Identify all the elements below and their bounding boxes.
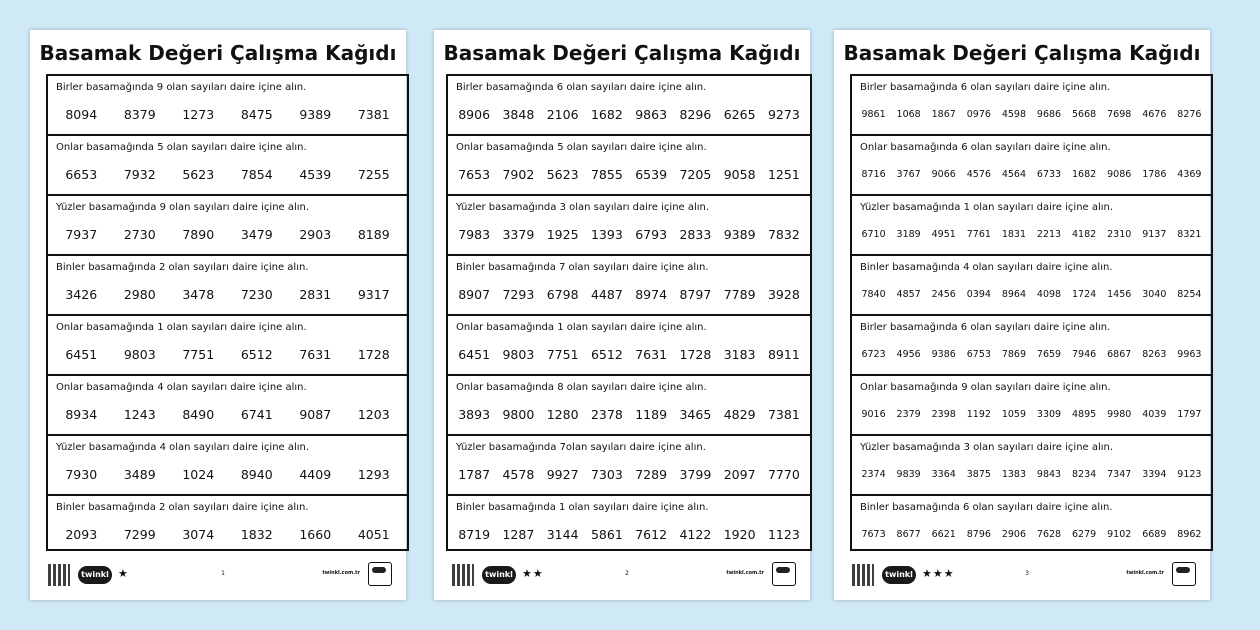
number-option[interactable]: 6451	[65, 347, 98, 362]
exercise-instruction: Binler basamağında 1 olan sayıları daire içine alın.	[456, 502, 709, 513]
number-option[interactable]: 1724	[1072, 289, 1097, 300]
number-option[interactable]: 8234	[1072, 469, 1097, 480]
number-option[interactable]: 8907	[458, 287, 491, 302]
number-option[interactable]: 7854	[240, 167, 273, 182]
number-option[interactable]: 1280	[546, 407, 579, 422]
number-option[interactable]: 1867	[931, 109, 956, 120]
number-option[interactable]: 8276	[1177, 109, 1202, 120]
number-option[interactable]: 9086	[1107, 169, 1132, 180]
number-option[interactable]: 7855	[590, 167, 623, 182]
number-option[interactable]: 2906	[1001, 529, 1027, 540]
number-list	[452, 467, 806, 482]
number-option[interactable]: 4369	[1177, 169, 1202, 180]
number-option[interactable]: 9016	[861, 409, 886, 420]
number-option[interactable]: 1123	[767, 527, 800, 542]
exercise-row	[448, 196, 810, 256]
number-option[interactable]: 1273	[182, 107, 215, 122]
number-option[interactable]: 3394	[1142, 469, 1167, 480]
number-option[interactable]: 8321	[1177, 229, 1202, 240]
number-option[interactable]: 0394	[966, 289, 991, 300]
number-option[interactable]: 7673	[861, 529, 886, 540]
number-option[interactable]: 3426	[65, 287, 98, 302]
number-option[interactable]: 8796	[966, 529, 991, 540]
number-option[interactable]: 9087	[299, 407, 332, 422]
worksheet-page-3	[834, 30, 1210, 600]
exercise-instruction: Onlar basamağında 4 olan sayıları daire içine alın.	[56, 382, 307, 393]
number-option[interactable]: 6512	[240, 347, 273, 362]
number-list	[452, 227, 806, 242]
number-option[interactable]: 7381	[767, 407, 800, 422]
number-option[interactable]: 4578	[502, 467, 535, 482]
number-option[interactable]: 9389	[723, 227, 756, 242]
number-list	[52, 407, 403, 422]
number-option[interactable]: 0976	[966, 109, 991, 120]
number-option[interactable]: 1920	[723, 527, 756, 542]
number-option[interactable]: 2378	[590, 407, 623, 422]
number-option[interactable]: 7789	[723, 287, 756, 302]
number-option[interactable]: 9863	[635, 107, 668, 122]
exercise-row	[448, 376, 810, 436]
exercise-instruction: Birler basamağında 6 olan sayıları daire içine alın.	[860, 322, 1111, 333]
twinkl-logo: twinkl	[882, 566, 916, 584]
exercise-box	[850, 74, 1213, 551]
page-number: 3	[1025, 570, 1029, 577]
badge-icon	[368, 562, 392, 586]
exercise-instruction: Onlar basamağında 5 olan sayıları daire içine alın.	[56, 142, 307, 153]
exercise-row	[852, 376, 1211, 436]
exercise-row	[448, 436, 810, 496]
number-option[interactable]: 9389	[299, 107, 332, 122]
number-option[interactable]: 8254	[1177, 289, 1202, 300]
page-footer	[48, 562, 398, 586]
number-option[interactable]: 7631	[299, 347, 332, 362]
exercise-row	[48, 256, 407, 316]
website-text: twinkl.com.tr	[322, 570, 360, 576]
number-option[interactable]: 1787	[458, 467, 491, 482]
number-option[interactable]: 9803	[123, 347, 156, 362]
exercise-box	[446, 74, 812, 551]
website-text: twinkl.com.tr	[726, 570, 764, 576]
number-option[interactable]: 7946	[1072, 349, 1097, 360]
number-option[interactable]: 3040	[1142, 289, 1167, 300]
number-option[interactable]: 1660	[299, 527, 332, 542]
number-option[interactable]: 2106	[546, 107, 579, 122]
exercise-row	[48, 376, 407, 436]
number-option[interactable]: 6723	[861, 349, 886, 360]
number-option[interactable]: 7612	[635, 527, 668, 542]
number-list	[856, 289, 1207, 300]
number-option[interactable]: 4182	[1072, 229, 1097, 240]
number-option[interactable]: 3379	[502, 227, 535, 242]
number-list	[52, 107, 403, 122]
number-list	[52, 287, 403, 302]
number-option[interactable]: 7347	[1107, 469, 1132, 480]
number-option[interactable]: 8934	[65, 407, 98, 422]
number-option[interactable]: 7761	[966, 229, 991, 240]
number-option[interactable]: 9317	[357, 287, 390, 302]
number-option[interactable]: 7205	[679, 167, 712, 182]
number-option[interactable]: 1192	[966, 409, 991, 420]
number-option[interactable]: 5623	[182, 167, 215, 182]
number-option[interactable]: 8719	[458, 527, 491, 542]
number-option[interactable]: 1786	[1142, 169, 1167, 180]
number-option[interactable]: 4409	[299, 467, 332, 482]
number-option[interactable]: 2730	[123, 227, 156, 242]
exercise-box	[46, 74, 409, 551]
number-option[interactable]: 8962	[1177, 529, 1202, 540]
number-option[interactable]: 8296	[679, 107, 712, 122]
number-list	[452, 407, 806, 422]
number-option[interactable]: 1925	[546, 227, 579, 242]
number-option[interactable]: 3189	[896, 229, 921, 240]
number-list	[856, 409, 1207, 420]
exercise-instruction: Onlar basamağında 8 olan sayıları daire içine alın.	[456, 382, 707, 393]
number-option[interactable]: 4676	[1142, 109, 1167, 120]
exercise-row	[852, 436, 1211, 496]
number-list	[856, 169, 1207, 180]
number-option[interactable]: 8189	[357, 227, 390, 242]
number-option[interactable]: 6741	[240, 407, 273, 422]
number-option[interactable]: 7770	[767, 467, 800, 482]
number-list	[856, 229, 1207, 240]
number-option[interactable]: 2310	[1107, 229, 1132, 240]
number-option[interactable]: 7653	[458, 167, 491, 182]
exercise-instruction: Binler basamağında 7 olan sayıları daire içine alın.	[456, 262, 709, 273]
number-option[interactable]: 3489	[123, 467, 156, 482]
exercise-row	[852, 496, 1211, 553]
exercise-instruction: Yüzler basamağında 7olan sayıları daire içine alın.	[456, 442, 706, 453]
number-option[interactable]: 7751	[546, 347, 579, 362]
number-option[interactable]: 1456	[1107, 289, 1132, 300]
number-option[interactable]: 6279	[1072, 529, 1097, 540]
number-option[interactable]: 2398	[931, 409, 956, 420]
number-option[interactable]: 9066	[931, 169, 956, 180]
number-option[interactable]: 1383	[1001, 469, 1027, 480]
number-option[interactable]: 6753	[966, 349, 991, 360]
number-option[interactable]: 7381	[357, 107, 390, 122]
number-option[interactable]: 6621	[931, 529, 956, 540]
number-option[interactable]: 7930	[65, 467, 98, 482]
number-option[interactable]: 3364	[931, 469, 956, 480]
number-option[interactable]: 5861	[590, 527, 623, 542]
number-option[interactable]: 7631	[635, 347, 668, 362]
number-option[interactable]: 2980	[123, 287, 156, 302]
number-option[interactable]: 4039	[1142, 409, 1167, 420]
exercise-row	[48, 316, 407, 376]
number-option[interactable]: 3479	[240, 227, 273, 242]
number-option[interactable]: 9803	[502, 347, 535, 362]
exercise-instruction: Birler basamağında 6 olan sayıları daire içine alın.	[456, 82, 707, 93]
number-list	[856, 109, 1207, 120]
worksheet-title: Basamak Değeri Çalışma Kağıdı	[443, 41, 801, 65]
number-option[interactable]: 2831	[299, 287, 332, 302]
number-option[interactable]: 7303	[590, 467, 623, 482]
number-option[interactable]: 3875	[966, 469, 991, 480]
number-option[interactable]: 3144	[546, 527, 579, 542]
number-option[interactable]: 6265	[723, 107, 756, 122]
number-option[interactable]: 2833	[679, 227, 712, 242]
exercise-row	[852, 256, 1211, 316]
exercise-instruction: Birler basamağında 9 olan sayıları daire içine alın.	[56, 82, 307, 93]
number-option[interactable]: 6512	[590, 347, 623, 362]
number-option[interactable]: 1287	[502, 527, 535, 542]
number-option[interactable]: 5623	[546, 167, 579, 182]
exercise-instruction: Onlar basamağında 5 olan sayıları daire içine alın.	[456, 142, 707, 153]
number-option[interactable]: 6451	[458, 347, 491, 362]
number-option[interactable]: 6867	[1107, 349, 1132, 360]
worksheet-page-1	[30, 30, 406, 600]
exercise-instruction: Yüzler basamağında 1 olan sayıları daire içine alın.	[860, 202, 1114, 213]
number-option[interactable]: 6710	[861, 229, 886, 240]
number-option[interactable]: 8677	[896, 529, 921, 540]
twinkl-logo: twinkl	[482, 566, 516, 584]
worksheet-page-2	[434, 30, 810, 600]
number-list	[856, 469, 1207, 480]
number-option[interactable]: 2097	[723, 467, 756, 482]
number-option[interactable]: 9927	[546, 467, 579, 482]
number-option[interactable]: 7659	[1036, 349, 1062, 360]
exercise-instruction: Binler basamağında 6 olan sayıları daire içine alın.	[860, 502, 1113, 513]
number-option[interactable]: 3478	[182, 287, 215, 302]
number-option[interactable]: 8911	[767, 347, 800, 362]
number-option[interactable]: 1024	[182, 467, 215, 482]
number-option[interactable]: 1251	[767, 167, 800, 182]
number-option[interactable]: 6793	[635, 227, 668, 242]
exercise-row	[48, 496, 407, 553]
number-list	[856, 349, 1207, 360]
number-option[interactable]: 2903	[299, 227, 332, 242]
number-option[interactable]: 4895	[1072, 409, 1097, 420]
number-option[interactable]: 3848	[502, 107, 535, 122]
number-option[interactable]: 4098	[1036, 289, 1062, 300]
website-text: twinkl.com.tr	[1126, 570, 1164, 576]
number-option[interactable]: 1831	[1001, 229, 1027, 240]
page-number: 2	[625, 570, 629, 577]
number-option[interactable]: 2093	[65, 527, 98, 542]
number-list	[856, 529, 1207, 540]
number-option[interactable]: 7832	[767, 227, 800, 242]
number-list	[52, 227, 403, 242]
number-option[interactable]: 3928	[767, 287, 800, 302]
number-option[interactable]: 6539	[635, 167, 668, 182]
exercise-row	[852, 136, 1211, 196]
number-option[interactable]: 4598	[1001, 109, 1027, 120]
number-option[interactable]: 6798	[546, 287, 579, 302]
exercise-row	[48, 136, 407, 196]
number-option[interactable]: 1189	[635, 407, 668, 422]
exercise-row	[448, 136, 810, 196]
number-option[interactable]: 4564	[1001, 169, 1027, 180]
number-option[interactable]: 7293	[502, 287, 535, 302]
number-option[interactable]: 3799	[679, 467, 712, 482]
number-list	[452, 527, 806, 542]
number-option[interactable]: 7932	[123, 167, 156, 182]
number-option[interactable]: 2456	[931, 289, 956, 300]
page-footer	[852, 562, 1202, 586]
number-option[interactable]: 9273	[767, 107, 800, 122]
exercise-instruction: Onlar basamağında 1 olan sayıları daire içine alın.	[456, 322, 707, 333]
number-option[interactable]: 1293	[357, 467, 390, 482]
number-option[interactable]: 3767	[896, 169, 921, 180]
number-option[interactable]: 9102	[1107, 529, 1132, 540]
worksheet-title: Basamak Değeri Çalışma Kağıdı	[843, 41, 1201, 65]
number-option[interactable]: 9137	[1142, 229, 1167, 240]
number-option[interactable]: 7902	[502, 167, 535, 182]
number-option[interactable]: 1393	[590, 227, 623, 242]
exercise-row	[48, 436, 407, 496]
number-option[interactable]: 9058	[723, 167, 756, 182]
number-option[interactable]: 9963	[1177, 349, 1202, 360]
exercise-row	[48, 196, 407, 256]
worksheet-title: Basamak Değeri Çalışma Kağıdı	[39, 41, 397, 65]
exercise-row	[48, 76, 407, 136]
number-option[interactable]: 1728	[679, 347, 712, 362]
number-option[interactable]: 2374	[861, 469, 886, 480]
exercise-row	[448, 496, 810, 553]
number-option[interactable]: 7751	[182, 347, 215, 362]
number-option[interactable]: 7299	[123, 527, 156, 542]
exercise-instruction: Binler basamağında 2 olan sayıları daire içine alın.	[56, 262, 309, 273]
exercise-instruction: Binler basamağında 4 olan sayıları daire içine alın.	[860, 262, 1113, 273]
exercise-instruction: Yüzler basamağında 4 olan sayıları daire içine alın.	[56, 442, 310, 453]
exercise-row	[448, 316, 810, 376]
exercise-instruction: Birler basamağında 6 olan sayıları daire içine alın.	[860, 82, 1111, 93]
number-option[interactable]: 7628	[1036, 529, 1062, 540]
number-option[interactable]: 4829	[723, 407, 756, 422]
number-option[interactable]: 9980	[1107, 409, 1132, 420]
exercise-row	[448, 256, 810, 316]
exercise-instruction: Onlar basamağında 6 olan sayıları daire içine alın.	[860, 142, 1111, 153]
number-option[interactable]: 1682	[590, 107, 623, 122]
number-option[interactable]: 1682	[1072, 169, 1097, 180]
number-option[interactable]: 8263	[1142, 349, 1167, 360]
number-option[interactable]: 1832	[240, 527, 273, 542]
number-option[interactable]: 7937	[65, 227, 98, 242]
number-list	[452, 287, 806, 302]
number-option[interactable]: 8797	[679, 287, 712, 302]
number-option[interactable]: 3074	[182, 527, 215, 542]
badge-icon	[772, 562, 796, 586]
number-option[interactable]: 1243	[123, 407, 156, 422]
number-option[interactable]: 8716	[861, 169, 886, 180]
number-option[interactable]: 5668	[1072, 109, 1097, 120]
number-option[interactable]: 3309	[1036, 409, 1062, 420]
number-option[interactable]: 8094	[65, 107, 98, 122]
number-option[interactable]: 3465	[679, 407, 712, 422]
number-option[interactable]: 2213	[1036, 229, 1062, 240]
exercise-row	[852, 316, 1211, 376]
number-option[interactable]: 8490	[182, 407, 215, 422]
number-option[interactable]: 7230	[240, 287, 273, 302]
number-option[interactable]: 3893	[458, 407, 491, 422]
number-option[interactable]: 4051	[357, 527, 390, 542]
number-list	[52, 167, 403, 182]
number-option[interactable]: 1068	[896, 109, 921, 120]
number-list	[452, 107, 806, 122]
exercise-instruction: Onlar basamağında 9 olan sayıları daire içine alın.	[860, 382, 1111, 393]
number-option[interactable]: 6653	[65, 167, 98, 182]
exercise-instruction: Yüzler basamağında 3 olan sayıları daire içine alın.	[456, 202, 710, 213]
number-option[interactable]: 4487	[590, 287, 623, 302]
number-option[interactable]: 9686	[1036, 109, 1062, 120]
exercise-instruction: Binler basamağında 2 olan sayıları daire içine alın.	[56, 502, 309, 513]
number-list	[452, 167, 806, 182]
number-option[interactable]: 9123	[1177, 469, 1202, 480]
number-list	[52, 347, 403, 362]
number-option[interactable]: 1728	[357, 347, 390, 362]
number-option[interactable]: 8940	[240, 467, 273, 482]
number-option[interactable]: 7840	[861, 289, 886, 300]
page-number: 1	[221, 570, 225, 577]
exercise-row	[852, 76, 1211, 136]
number-option[interactable]: 8974	[635, 287, 668, 302]
number-option[interactable]: 8475	[240, 107, 273, 122]
badge-icon	[1172, 562, 1196, 586]
difficulty-stars: ★★	[522, 567, 544, 580]
number-list	[52, 527, 403, 542]
number-option[interactable]: 4576	[966, 169, 991, 180]
exercise-row	[852, 196, 1211, 256]
number-option[interactable]: 7869	[1001, 349, 1027, 360]
exercise-instruction: Onlar basamağında 1 olan sayıları daire içine alın.	[56, 322, 307, 333]
number-option[interactable]: 6689	[1142, 529, 1167, 540]
exercise-instruction: Yüzler basamağında 3 olan sayıları daire içine alın.	[860, 442, 1114, 453]
number-option[interactable]: 6733	[1036, 169, 1062, 180]
number-option[interactable]: 4539	[299, 167, 332, 182]
number-list	[52, 467, 403, 482]
number-option[interactable]: 8906	[458, 107, 491, 122]
number-option[interactable]: 1059	[1001, 409, 1027, 420]
number-option[interactable]: 2379	[896, 409, 921, 420]
number-option[interactable]: 4956	[896, 349, 921, 360]
number-option[interactable]: 9839	[896, 469, 921, 480]
number-option[interactable]: 4122	[679, 527, 712, 542]
number-option[interactable]: 8964	[1001, 289, 1027, 300]
exercise-row	[448, 76, 810, 136]
number-option[interactable]: 7255	[357, 167, 390, 182]
number-option[interactable]: 1797	[1177, 409, 1202, 420]
number-option[interactable]: 8379	[123, 107, 156, 122]
difficulty-stars: ★	[118, 567, 129, 580]
page-footer	[452, 562, 802, 586]
number-option[interactable]: 4857	[896, 289, 921, 300]
number-option[interactable]: 9800	[502, 407, 535, 422]
number-option[interactable]: 9843	[1036, 469, 1062, 480]
twinkl-logo: twinkl	[78, 566, 112, 584]
number-option[interactable]: 3183	[723, 347, 756, 362]
number-option[interactable]: 7698	[1107, 109, 1132, 120]
number-option[interactable]: 7289	[635, 467, 668, 482]
number-option[interactable]: 7983	[458, 227, 491, 242]
number-option[interactable]: 9386	[931, 349, 956, 360]
exercise-instruction: Yüzler basamağında 9 olan sayıları daire içine alın.	[56, 202, 310, 213]
number-option[interactable]: 4951	[931, 229, 956, 240]
number-option[interactable]: 9861	[861, 109, 886, 120]
difficulty-stars: ★★★	[922, 567, 955, 580]
number-option[interactable]: 7890	[182, 227, 215, 242]
number-list	[452, 347, 806, 362]
number-option[interactable]: 1203	[357, 407, 390, 422]
